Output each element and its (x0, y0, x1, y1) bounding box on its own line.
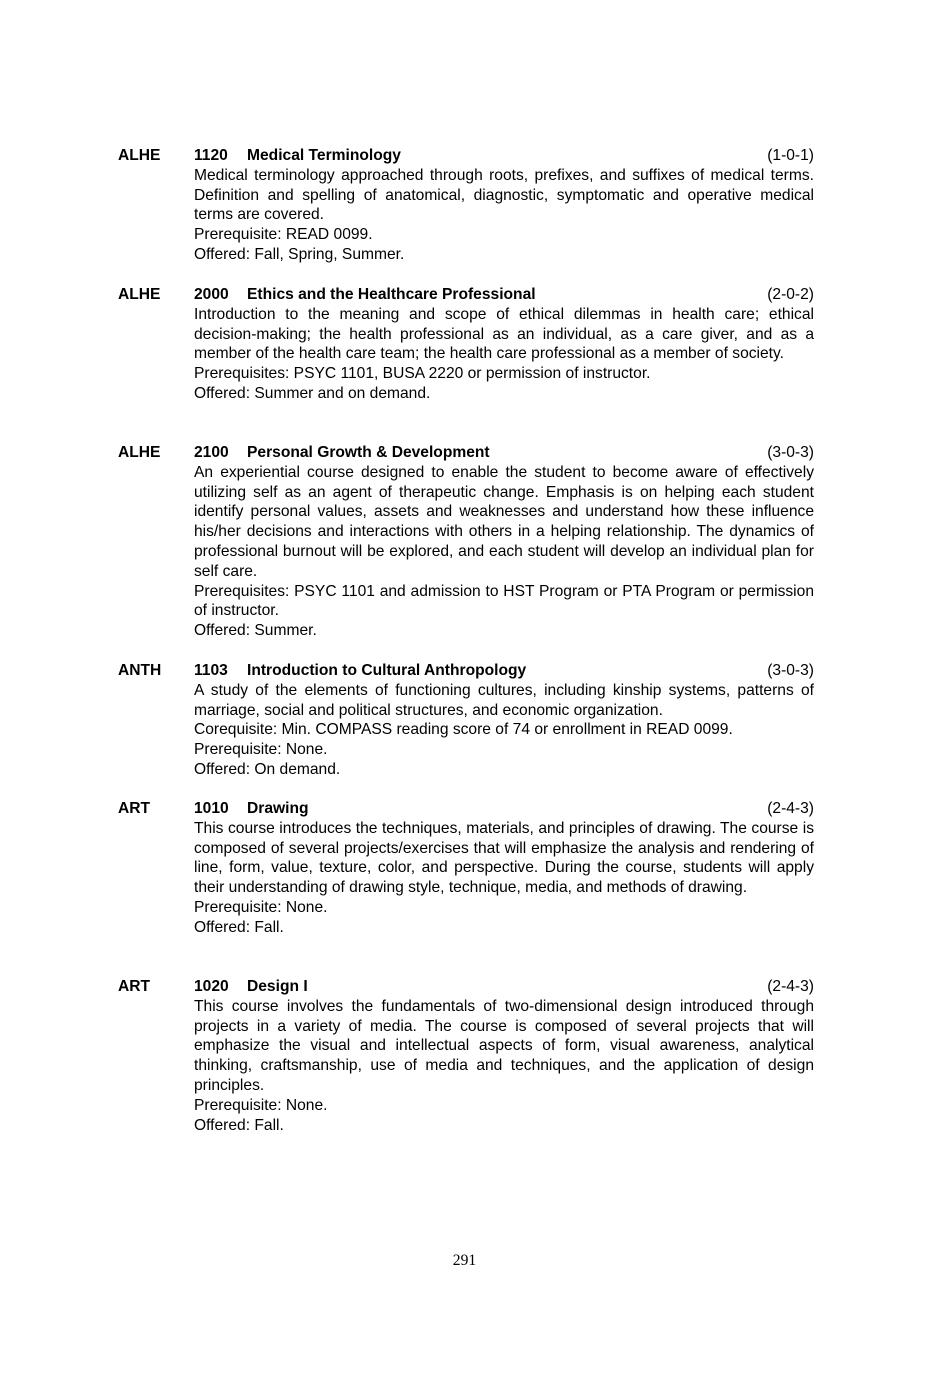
course-number: 1103 (194, 662, 228, 679)
course-prerequisite: Prerequisite: READ 0099. (194, 226, 373, 244)
page-number: 291 (452, 1252, 477, 1269)
course-entry (118, 443, 814, 641)
course-credits: (3-0-3) (767, 444, 814, 461)
course-prerequisite: Prerequisites: PSYC 1101 and admission to HST Program or PTA Program or permission of instructor. (194, 582, 814, 620)
course-offered: Offered: Summer and on demand. (194, 384, 431, 402)
course-number: 2000 (194, 286, 229, 303)
course-number: 1020 (194, 978, 229, 995)
course-number: 1010 (194, 800, 229, 817)
course-credits: (2-4-3) (767, 978, 814, 995)
course-header (194, 977, 814, 997)
course-title: Ethics and the Healthcare Professional (247, 286, 536, 303)
course-dept: ART (118, 800, 151, 817)
course-dept: ART (118, 978, 151, 995)
course-number: 2100 (194, 444, 229, 461)
course-credits: (2-0-2) (767, 286, 814, 303)
course-entry (118, 799, 814, 938)
course-title: Design I (247, 978, 308, 995)
course-number: 1120 (194, 147, 228, 164)
course-offered: Offered: On demand. (194, 760, 341, 778)
course-header (194, 799, 814, 819)
course-offered: Offered: Fall. (194, 918, 284, 936)
course-header (194, 146, 814, 166)
course-dept: ALHE (118, 147, 161, 164)
course-header (194, 443, 814, 463)
course-corequisite: Corequisite: Min. COMPASS reading score of 74 or enrollment in READ 0099. (194, 721, 733, 739)
course-prerequisite: Prerequisites: PSYC 1101, BUSA 2220 or permission of instructor. (194, 365, 651, 383)
course-dept: ALHE (118, 286, 161, 303)
course-prerequisite: Prerequisite: None. (194, 1096, 328, 1114)
course-header (194, 661, 814, 681)
course-description: This course introduces the techniques, materials, and principles of drawing. The course is composed of several projects/exercises that will emphasize the analysis and rendering of line, form, value, texture, color, and perspective. During the course, students will apply their understanding of drawing style, technique, media, and methods of drawing. (194, 819, 814, 897)
course-dept: ANTH (118, 662, 162, 679)
course-header (194, 285, 814, 305)
course-description: Medical terminology approached through roots, prefixes, and suffixes of medical terms. Definition and spelling of anatomical, diagnostic, symptomatic and operative medical terms are covered. (194, 166, 814, 224)
course-entry (118, 285, 814, 404)
course-dept: ALHE (118, 444, 161, 461)
course-offered: Offered: Fall. (194, 1116, 284, 1134)
course-prerequisite: Prerequisite: None. (194, 741, 328, 759)
course-description: Introduction to the meaning and scope of ethical dilemmas in health care; ethical decision-making; the health professional as an individual, as a care giver, and as a member of the health care team; the health care professional as a member of society. (194, 305, 814, 363)
course-offered: Offered: Summer. (194, 622, 317, 640)
course-credits: (3-0-3) (767, 662, 814, 679)
course-entry (118, 146, 814, 265)
course-prerequisite: Prerequisite: None. (194, 898, 328, 916)
course-credits: (1-0-1) (767, 147, 814, 164)
course-entry (118, 977, 814, 1135)
course-credits: (2-4-3) (767, 800, 814, 817)
course-entry (118, 661, 814, 780)
course-title: Introduction to Cultural Anthropology (247, 662, 527, 679)
course-title: Medical Terminology (247, 147, 401, 164)
course-title: Personal Growth & Development (247, 444, 490, 461)
course-description: A study of the elements of functioning cultures, including kinship systems, patterns of marriage, social and political structures, and economic organization. (194, 681, 814, 719)
course-description: An experiential course designed to enable the student to become aware of effectively utilizing self as an agent of therapeutic change. Emphasis is on helping each student identify personal values, assets and weaknesses and understand how these influence his/her decisions and interactions with others in a helping relationship. The dynamics of professional burnout will be explored, and each student will develop an individual plan for self care. (194, 463, 814, 580)
course-title: Drawing (247, 800, 309, 817)
course-description: This course involves the fundamentals of two-dimensional design introduced through projects in a variety of media. The course is composed of several projects that will emphasize the visual and intellectual aspects of form, visual awareness, analytical thinking, craftsmanship, use of media and techniques, and the application of design principles. (194, 997, 814, 1094)
course-offered: Offered: Fall, Spring, Summer. (194, 245, 405, 263)
